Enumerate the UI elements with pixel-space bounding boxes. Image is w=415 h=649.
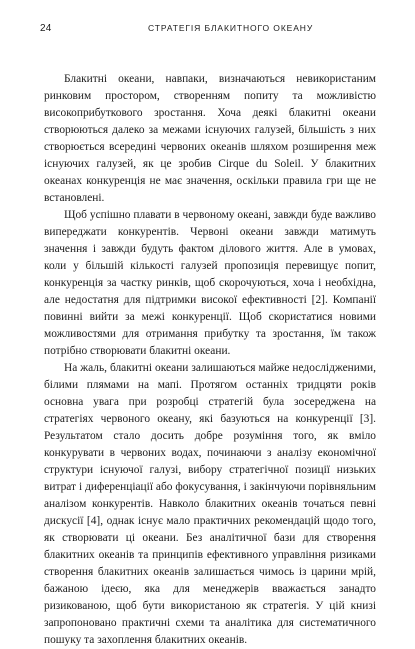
body-text <box>44 71 376 649</box>
paragraph-blue-oceans-definition: Блакитні океани, навпаки, визначаються невикористаним ринковим простором, створенням попиту та можливістю високоприбуткового зростання. Хоча деякі блакитні океани створюються далеко за межами існуючих галузей, більшість з них створюється всередині червоних океанів шляхом розширення меж існуючих галузей, як це зробив Cirque du Soleil. У блакитних океанах конкуренція не має значення, оскільки правила гри ще не встановлені. <box>44 73 376 204</box>
running-title: СТРАТЕГІЯ БЛАКИТНОГО ОКЕАНУ <box>148 23 314 33</box>
page-number: 24 <box>40 23 52 34</box>
paragraph-red-ocean-competition: Щоб успішно плавати в червоному океані, завжди буде важливо випереджати конкурентів. Червоні океани завжди матимуть значення і завжди будуть фактом ділового життя. Але в умовах, коли у більшій кількості галузей пропозиція перевищує попит, конкуренція за частку ринків, щоб скорочуються, хоча і необхідна, але недостатня для підтримки високої ефективності [2]. Компанії повинні вийти за межі конкуренції. Щоб скористатися новими можливостями для отримання прибутку та зростання, їм також потрібно створювати блакитні океани. <box>44 209 376 357</box>
paragraph-uncharted-blue-oceans: На жаль, блакитні океани залишаються майже недослідженими, білими плямами на мапі. Протягом останніх тридцяти років основна увага при розробці стратегій була зосереджена на стратегіях червоного океану, які базуються на конкуренції [3]. Результатом стало досить добре розуміння того, як вміло конкурувати в червоних водах, починаючи з аналізу економічної структури існуючої галузі, вибору стратегічної позиції низьких витрат і диференціації або фокусування, і закінчуючи порівняльним аналізом конкурентів. Навколо блакитних океанів точаться певні дискусії [4], однак існує мало практичних рекомендацій щодо того, як створювати ці океани. Без аналітичної бази для створення блакитних океанів та принципів ефективного управління ризиками створення блакитних океанів залишається чимось із царини мрій, бажаною ідеєю, яка для менеджерів вважається занадто ризикованою, щоб бути використаною як стратегія. У цій книзі запропоновано практичні схеми та аналітика для систематичного пошуку та захоплення блакитних океанів. <box>44 362 376 646</box>
page-header <box>40 23 375 37</box>
